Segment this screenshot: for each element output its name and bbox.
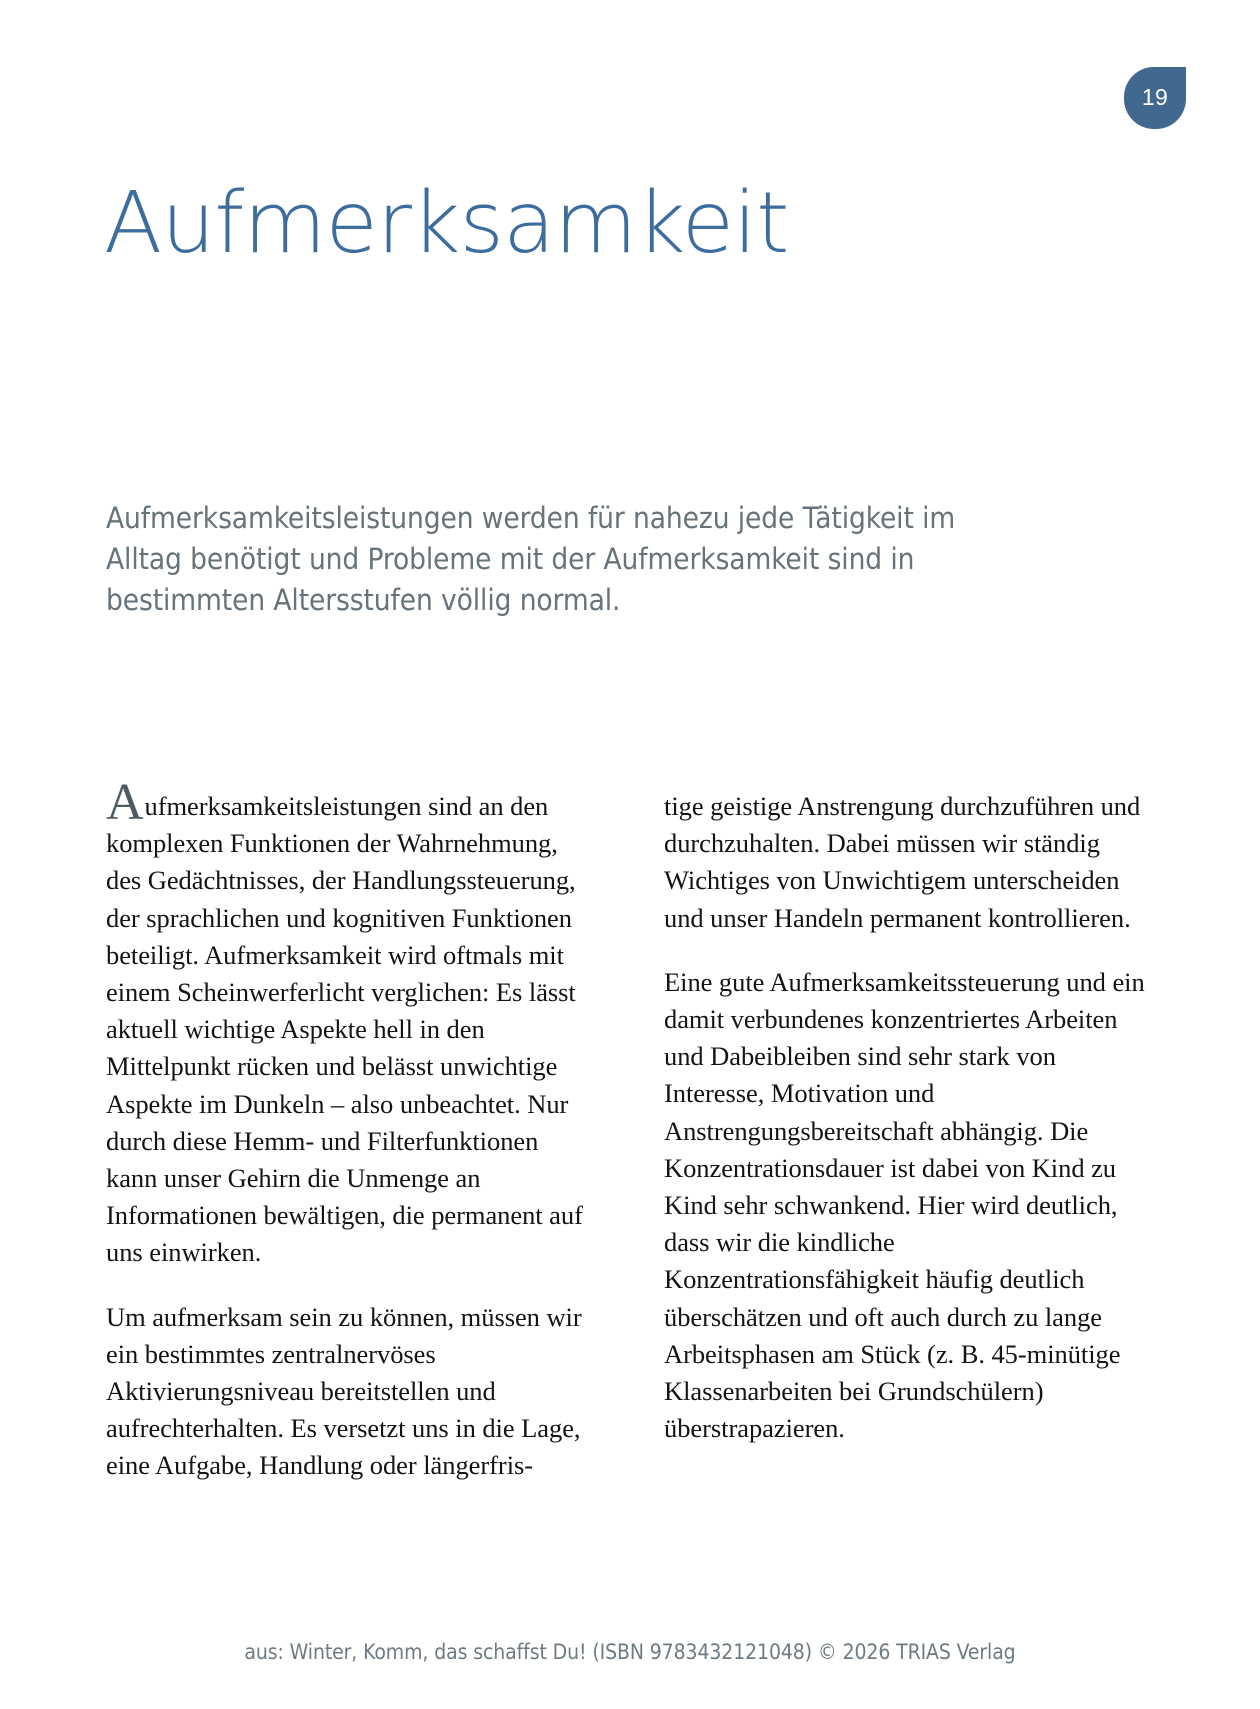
- body-column-right: [664, 788, 1154, 1478]
- drop-cap: A: [106, 774, 144, 831]
- body-paragraph: [106, 774, 596, 1272]
- page-title: Aufmerksamkeit: [104, 174, 789, 273]
- body-paragraph-text: ufmerksamkeitsleistungen sind an den komplexen Funktionen der Wahrnehmung, des Gedächtnisses, der Handlungssteuerung, der sprachlichen und kognitiven Funktionen beteiligt. Aufmerksamkeit wird oftmals mit einem Scheinwerferlicht verglichen: Es lässt aktuell wichtige Aspekte hell in den Mittelpunkt rücken und belässt unwichtige Aspekte im Dunkeln – also unbeachtet. Nur durch diese Hemm- und Filterfunktionen kann unser Gehirn die Unmenge an Informationen bewältigen, die permanent auf uns einwirken.: [106, 791, 583, 1268]
- source-credit: aus: Winter, Komm, das schaffst Du! (ISBN 9783432121048) © 2026 TRIAS Verlag: [244, 1640, 1016, 1664]
- body-column-left: [106, 774, 596, 1481]
- lead-paragraph: Aufmerksamkeitsleistungen werden für nahezu jede Tätigkeit im Alltag benötigt und Probleme mit der Aufmerksamkeit sind in bestimmten Altersstufen völlig normal.: [106, 501, 956, 617]
- page-number: 19: [1141, 84, 1169, 110]
- body-paragraph: Eine gute Aufmerksamkeitssteuerung und ein damit verbundenes konzentriertes Arbeiten und Dabeibleiben sind sehr stark von Interesse, Motivation und Anstrengungsbereitschaft abhängig. Die Konzentrationsdauer ist dabei von Kind zu Kind sehr schwankend. Hier wird deutlich, dass wir die kindliche Konzentrationsfähigkeit häufig deutlich überschätzen und oft auch durch zu lange Arbeitsphasen am Stück (z. B. 45-minütige Klassenarbeiten bei Grundschülern) überstrapazieren.: [664, 966, 1145, 1444]
- body-paragraph: Um aufmerksam sein zu können, müssen wir ein bestimmtes zentralnervöses Aktivierungsniveau bereitstellen und aufrechterhalten. Es versetzt uns in die Lage, eine Aufgabe, Handlung oder längerfris-: [106, 1301, 582, 1481]
- body-paragraph: tige geistige Anstrengung durchzuführen und durchzuhalten. Dabei müssen wir ständig Wichtiges von Unwichtigem unterscheiden und unser Handeln permanent kontrollieren.: [664, 791, 1141, 933]
- body-text-columns: [106, 774, 1154, 1481]
- page-number-badge: [1124, 67, 1186, 129]
